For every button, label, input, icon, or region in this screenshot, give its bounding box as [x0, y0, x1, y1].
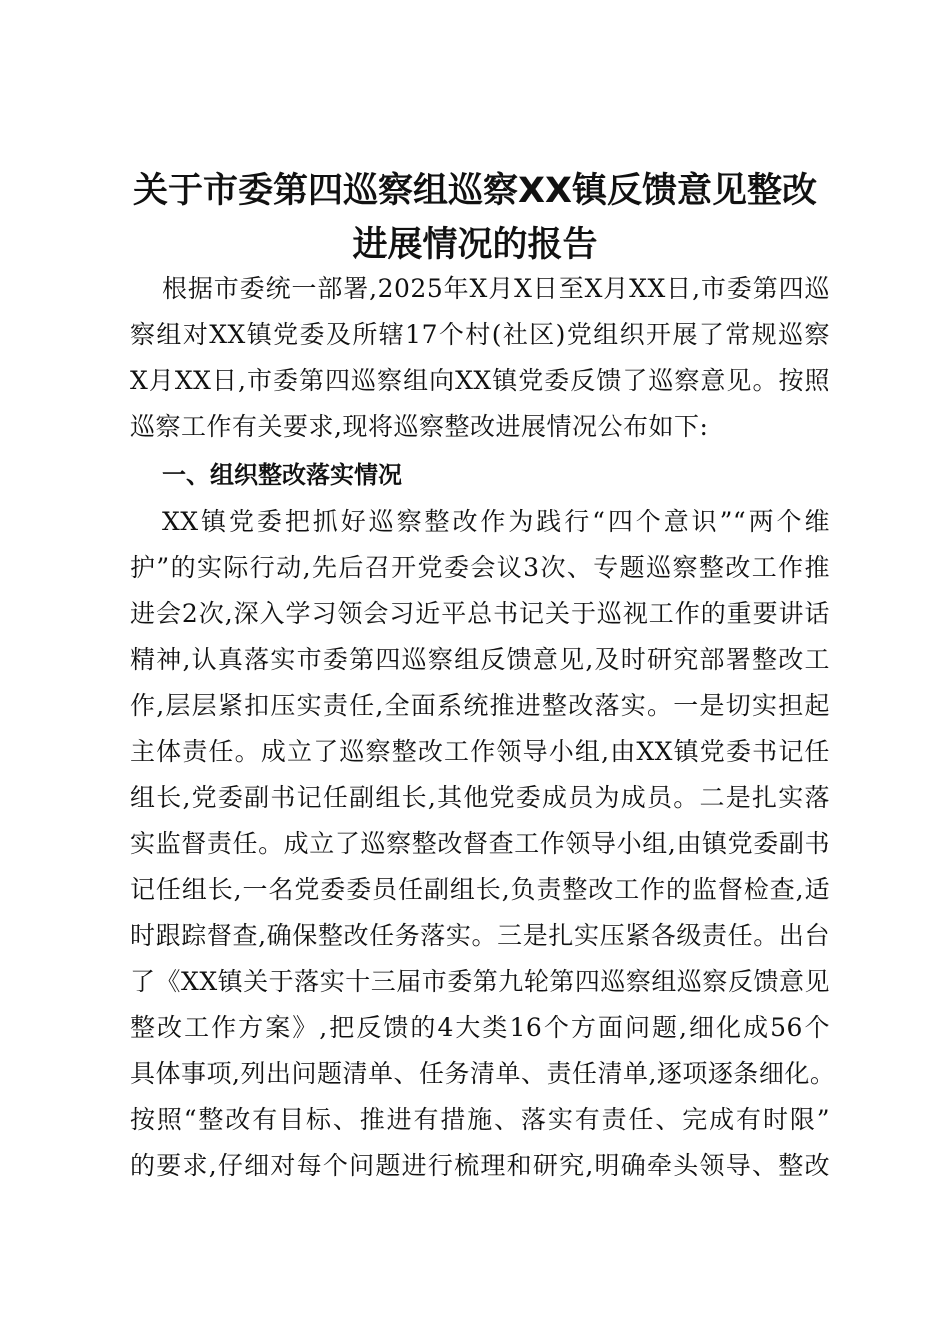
paragraph-line: 时跟踪督查,确保整改任务落实。三是扎实压紧各级责任。出台 — [130, 921, 830, 950]
document-title-line-1: 关于市委第四巡察组巡察XX镇反馈意见整改 — [133, 171, 817, 211]
paragraph-line: 护”的实际行动,先后召开党委会议3次、专题巡察整改工作推 — [130, 553, 830, 582]
body-paragraph — [130, 499, 836, 1189]
paragraph-line: 组长,党委副书记任副组长,其他党委成员为成员。二是扎实落 — [130, 783, 830, 812]
paragraph-line: 按照“整改有目标、推进有措施、落实有责任、完成有时限” — [130, 1105, 830, 1134]
paragraph-line: 具体事项,列出问题清单、任务清单、责任清单,逐项逐条细化。 — [130, 1059, 836, 1088]
paragraph-line: 作,层层紧扣压实责任,全面系统推进整改落实。一是切实担起 — [130, 691, 830, 720]
paragraph-line: 实监督责任。成立了巡察整改督查工作领导小组,由镇党委副书 — [130, 829, 830, 858]
paragraph-line: X月XX日,市委第四巡察组向XX镇党委反馈了巡察意见。按照 — [130, 366, 830, 395]
document-title-line-2: 进展情况的报告 — [352, 225, 598, 265]
paragraph-line: 主体责任。成立了巡察整改工作领导小组,由XX镇党委书记任 — [130, 737, 830, 766]
section-heading: 一、组织整改落实情况 — [162, 461, 402, 489]
paragraph-line: XX镇党委把抓好巡察整改作为践行“四个意识”“两个维 — [162, 507, 830, 536]
paragraph-line: 巡察工作有关要求,现将巡察整改进展情况公布如下: — [130, 412, 709, 441]
paragraph-line: 精神,认真落实市委第四巡察组反馈意见,及时研究部署整改工 — [130, 645, 830, 674]
paragraph-line: 根据市委统一部署,2025年X月X日至X月XX日,市委第四巡 — [162, 274, 830, 303]
paragraph-line: 进会2次,深入学习领会习近平总书记关于巡视工作的重要讲话 — [130, 599, 830, 628]
intro-paragraph — [130, 266, 830, 450]
paragraph-line: 整改工作方案》,把反馈的4大类16个方面问题,细化成56个 — [130, 1013, 830, 1042]
paragraph-line: 察组对XX镇党委及所辖17个村(社区)党组织开展了常规巡察 — [130, 320, 830, 349]
paragraph-line: 的要求,仔细对每个问题进行梳理和研究,明确牵头领导、整改 — [130, 1151, 830, 1180]
paragraph-line: 了《XX镇关于落实十三届市委第九轮第四巡察组巡察反馈意见 — [130, 967, 830, 996]
paragraph-line: 记任组长,一名党委委员任副组长,负责整改工作的监督检查,适 — [130, 875, 830, 904]
